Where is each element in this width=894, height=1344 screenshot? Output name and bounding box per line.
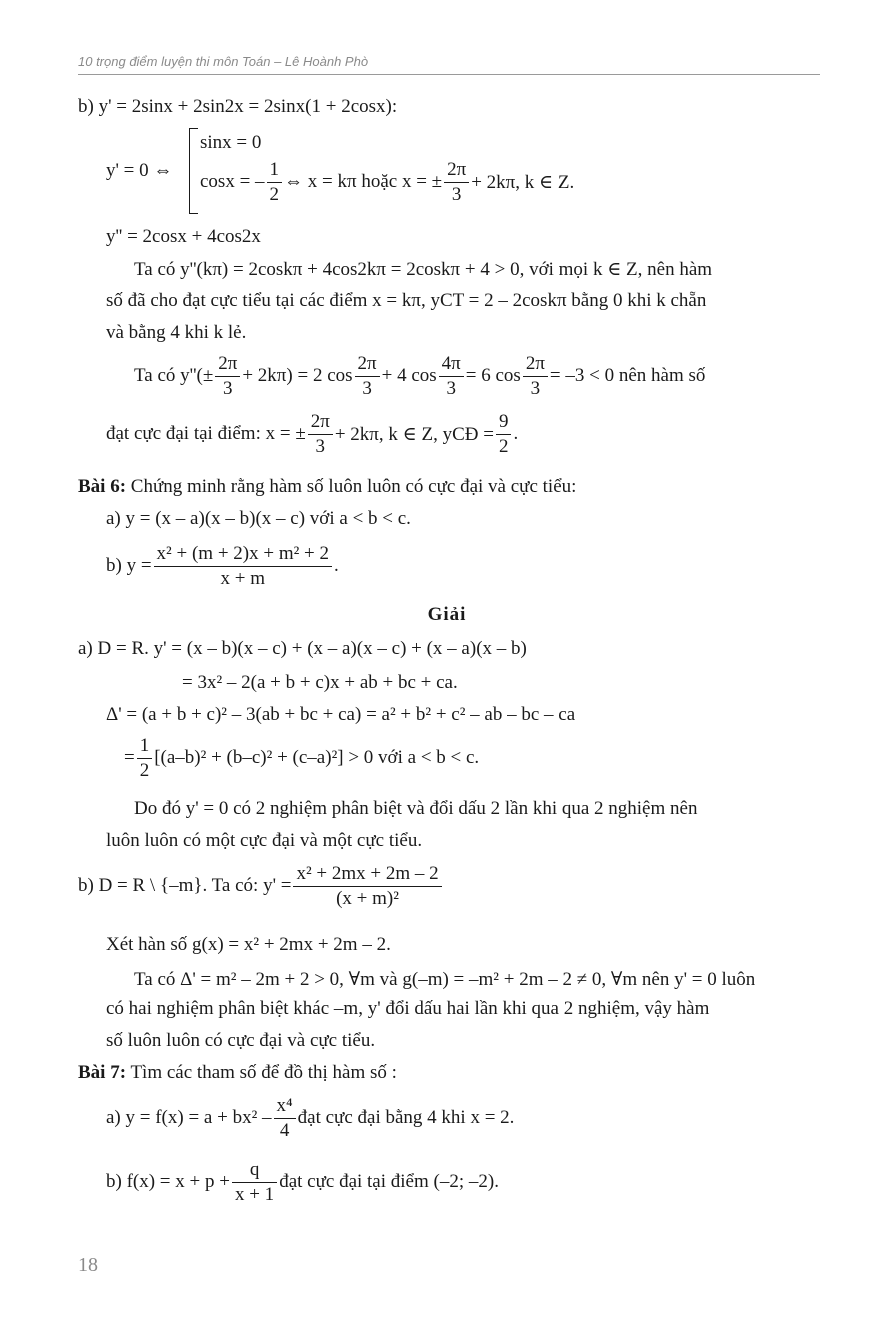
frac-den: 3 <box>446 377 456 399</box>
frac-num: x⁴ <box>274 1094 296 1119</box>
roots-tail: + 2kπ, k ∈ Z. <box>471 171 575 193</box>
frac-den: 2 <box>269 183 280 205</box>
sol-a-line5: Do đó y' = 0 có 2 nghiệm phân biệt và đổi dấu 2 lần khi qua 2 nghiệm nên <box>134 798 698 819</box>
frac-num: x² + (m + 2)x + m² + 2 <box>154 542 332 567</box>
frac-num: 2π <box>308 410 333 435</box>
frac-den: 2 <box>139 759 150 781</box>
max-check-d: = 6 cos <box>465 365 521 387</box>
exercise-6-b <box>106 542 339 591</box>
sol-a-line4-post: [(a–b)² + (b–c)² + (c–a)²] > 0 với a < b < c. <box>154 747 480 769</box>
exercise-7-label: Bài 7: <box>78 1062 127 1083</box>
sol-b-line3: Ta có Δ' = m² – 2m + 2 > 0, ∀m và g(–m) = –m² + 2m – 2 ≠ 0, ∀m nên y' = 0 luôn <box>134 969 756 990</box>
max-check-b: + 2kπ) = 2 cos <box>242 365 353 387</box>
frac-2pi-3 <box>215 352 240 401</box>
line-second-derivative: y'' = 2cosx + 4cos2x <box>106 226 261 247</box>
frac-q-x1 <box>232 1158 277 1207</box>
max-check-a: Ta có y''(± <box>134 365 214 387</box>
frac-2pi-3 <box>355 352 380 401</box>
frac-2pi-3 <box>308 410 333 459</box>
line-min-parity: và bằng 4 khi k lẻ. <box>106 322 247 343</box>
frac-2pi-3 <box>523 352 548 401</box>
sol-a-line2: = 3x² – 2(a + b + c)x + ab + bc + ca. <box>182 672 458 693</box>
frac-num: 2π <box>523 352 548 377</box>
frac-den: 4 <box>279 1119 290 1141</box>
frac-num: 2π <box>355 352 380 377</box>
max-check-e: = –3 < 0 nên hàm số <box>549 365 706 387</box>
sol-a-line3: Δ' = (a + b + c)² – 3(ab + bc + ca) = a² + b² + c² – ab – bc – ca <box>106 704 576 725</box>
solution-title: Giải <box>427 604 467 625</box>
frac-num: 9 <box>496 410 512 435</box>
frac-one-half <box>137 734 153 783</box>
frac-den: 3 <box>530 377 541 399</box>
exercise-7-b-pre: b) f(x) = x + p + <box>106 1171 230 1193</box>
line-b-lhs: y' = 0 ⇔ <box>106 160 173 181</box>
exercise-6-label: Bài 6: <box>78 476 127 497</box>
exercise-6-text: Chứng minh rằng hàm số luôn luôn có cực đại và cực tiểu: <box>130 476 577 497</box>
case-bracket <box>189 128 198 214</box>
line-max-check <box>134 352 705 401</box>
exercise-6-b-pre: b) y = <box>106 555 152 577</box>
sol-b-line4: có hai nghiệm phân biệt khác –m, y' đổi dấu hai lần khi qua 2 nghiệm, vậy hàm <box>106 998 710 1019</box>
frac-4pi-3 <box>439 352 464 401</box>
frac-den: x + 1 <box>234 1183 275 1205</box>
line-min-value: số đã cho đạt cực tiểu tại các điểm x = kπ, yCT = 2 – 2coskπ bằng 0 khi k chẵn <box>106 290 707 311</box>
line-b-derivative: b) y' = 2sinx + 2sin2x = 2sinx(1 + 2cosx): <box>78 96 398 117</box>
frac-den: x + m <box>220 567 266 589</box>
frac-den: 3 <box>451 183 462 205</box>
sol-b-line1 <box>78 862 444 911</box>
case-cos <box>200 158 574 207</box>
max-check-c: + 4 cos <box>381 365 437 387</box>
frac-x4-4 <box>274 1094 296 1143</box>
running-header <box>78 52 820 75</box>
frac-exercise-6-b <box>154 542 332 591</box>
frac-num: 1 <box>137 734 153 759</box>
exercise-7-text: Tìm các tham số để đồ thị hàm số : <box>130 1062 397 1083</box>
exercise-6-b-post: . <box>334 555 339 577</box>
frac-num: q <box>232 1158 277 1183</box>
page-number: 18 <box>78 1254 98 1276</box>
frac-den: (x + m)² <box>336 887 399 909</box>
frac-num: 1 <box>267 158 283 183</box>
frac-den: 2 <box>498 435 509 457</box>
frac-sol-b <box>293 862 441 911</box>
exercise-7-b <box>106 1158 499 1207</box>
frac-den: 3 <box>223 377 233 399</box>
exercise-6-a: a) y = (x – a)(x – b)(x – c) với a < b < c. <box>106 508 411 529</box>
frac-num: 2π <box>444 158 469 183</box>
frac-den: 3 <box>362 377 372 399</box>
line-max-point <box>106 410 518 459</box>
exercise-6-heading <box>78 476 576 498</box>
sol-a-line1: a) D = R. y' = (x – b)(x – c) + (x – a)(x – c) + (x – a)(x – b) <box>78 638 527 659</box>
exercise-7-a <box>106 1094 514 1143</box>
frac-num: 4π <box>439 352 464 377</box>
header-text: 10 trọng điểm luyện thi môn Toán – Lê Hoành Phò <box>78 54 369 69</box>
sol-a-line4-pre: = <box>124 747 135 769</box>
max-point-b: + 2kπ, k ∈ Z, yCĐ = <box>334 423 494 445</box>
sol-b-line5: số luôn luôn có cực đại và cực tiểu. <box>106 1030 376 1051</box>
frac-den: 3 <box>315 435 326 457</box>
case-sin: sinx = 0 <box>200 132 262 153</box>
exercise-7-b-post: đạt cực đại tại điểm (–2; –2). <box>279 1171 499 1193</box>
sol-b-line2: Xét hàn số g(x) = x² + 2mx + 2m – 2. <box>106 934 391 955</box>
sol-a-line4 <box>124 734 479 783</box>
max-point-c: . <box>513 423 519 445</box>
roots-text: ⇔ x = kπ hoặc x = ± <box>284 171 443 193</box>
frac-num: x² + 2mx + 2m – 2 <box>293 862 441 887</box>
exercise-7-a-post: đạt cực đại bằng 4 khi x = 2. <box>297 1107 515 1129</box>
exercise-7-a-pre: a) y = f(x) = a + bx² – <box>106 1107 272 1129</box>
frac-9-2 <box>496 410 512 459</box>
exercise-7-heading <box>78 1062 397 1084</box>
frac-one-half <box>267 158 283 207</box>
max-point-a: đạt cực đại tại điểm: x = ± <box>106 423 306 445</box>
sol-b-line1-pre: b) D = R \ {–m}. Ta có: y' = <box>78 875 292 897</box>
frac-num: 2π <box>215 352 240 377</box>
frac-2pi-3 <box>444 158 469 207</box>
line-min-check: Ta có y''(kπ) = 2coskπ + 4cos2kπ = 2coskπ + 4 > 0, với mọi k ∈ Z, nên hàm <box>134 259 713 280</box>
sol-a-line6: luôn luôn có một cực đại và một cực tiểu. <box>106 830 423 851</box>
case-cos-text: cosx = – <box>200 171 265 193</box>
